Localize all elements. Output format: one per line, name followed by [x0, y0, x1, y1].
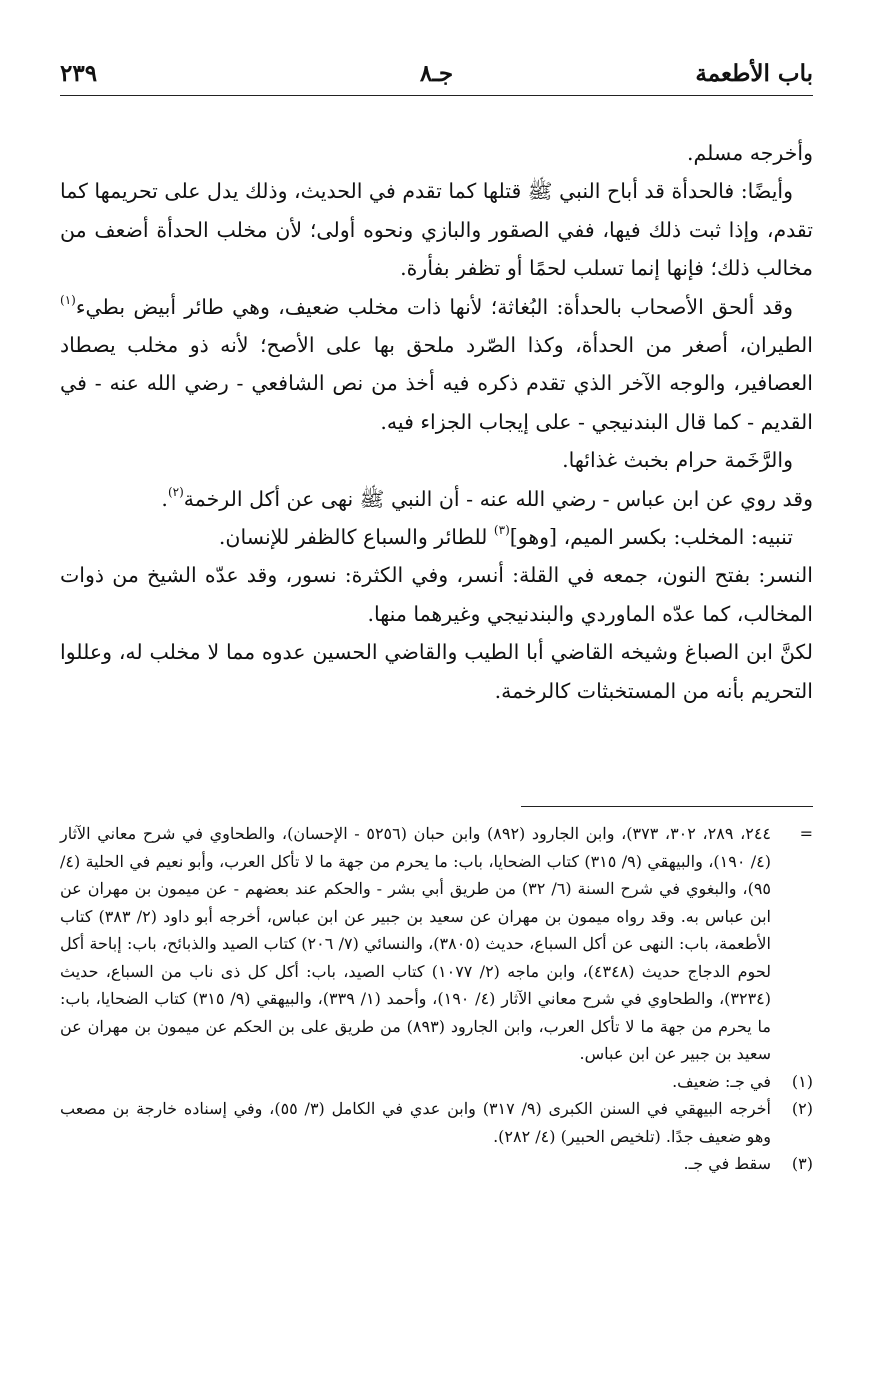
paragraph-text: للطائر والسباع كالظفر للإنسان. — [218, 525, 494, 550]
footnote-ref[interactable]: (١) — [60, 292, 76, 307]
paragraph — [60, 518, 813, 556]
volume-label: جـ٨ — [419, 60, 454, 87]
footnotes — [60, 820, 813, 1178]
paragraph — [60, 288, 813, 442]
footnote-text: ٢٤٤، ٢٨٩، ٣٠٢، ٣٧٣)، وابن الجارود (٨٩٢) وابن حبان (٥٢٥٦ - الإحسان)، والطحاوي في شرح معاني الآثار (٤/ ١٩٠)، والبيهقي (٩/ ٣١٥) كتاب الضحايا، باب: ما يحرم من جهة ما لا تأكل العرب، وأبو نعيم في الحلية (٤/ ٩٥)، والبغوي في شرح السنة (٦/ ٣٢) من طريق أبي بشر - والحكم عند بعضهم - عن ميمون بن مهران عن ابن عباس به. وقد رواه ميمون بن مهران عن سعيد بن جبير عن ابن عباس، أخرجه أبو داود (٢/ ٣٨٣) كتاب الأطعمة، باب: النهى عن أكل السباع، حديث (٣٨٠٥)، والنسائي (٧/ ٢٠٦) كتاب الصيد والذبائح، باب: إباحة أكل لحوم الدجاج حديث (٤٣٤٨)، وابن ماجه (٢/ ١٠٧٧) كتاب الصيد، باب: أكل كل ذى ناب من السباع، حديث (٣٢٣٤)، والطحاوي في شرح معاني الآثار (٤/ ١٩٠)، وأحمد (١/ ٣٣٩)، والبيهقي (٩/ ٣١٥) كتاب الضحايا، باب: ما يحرم من جهة ما لا تأكل العرب، وابن الجارود (٨٩٣) من طريق على بن الحكم عن ميمون بن مهران عن سعيد بن جبير عن ابن عباس. — [60, 824, 772, 1063]
footnote-number: (١) — [791, 1071, 813, 1091]
paragraph: وأخرجه مسلم. — [687, 141, 813, 165]
chapter-title: باب الأطعمة — [695, 60, 813, 87]
footnote-ref[interactable]: (٢) — [167, 484, 184, 499]
paragraph: وأيضًا: فالحدأة قد أباح النبي ﷺ قتلها كما تقدم في الحديث، وذلك يدل على تحريمها كما تقدم، وإذا ثبت ذلك فيها، ففي الصقور والبازي ونحوه أولى؛ لأن مخلب الحدأة أضعف من مخالب ذلك؛ فإنها إنما تسلب لحمًا أو تظفر بفأرة. — [60, 179, 813, 281]
paragraph: النسر: بفتح النون، جمعه في القلة: أنسر، وفي الكثرة: نسور، وقد عدّه الشيخ من ذوات المخالب، كما عدّه الماوردي والبندنيجي وغيرهما منها. — [60, 563, 813, 626]
paragraph-text: وقد ألحق الأصحاب بالحدأة: البُغاثة؛ لأنها ذات مخلب ضعيف، وهي طائر أبيض بطيء — [75, 294, 793, 319]
paragraph: والرَّخَمة حرام بخبث غذائها. — [562, 448, 793, 473]
paragraph-text: . — [161, 486, 168, 511]
footnote-text: أخرجه البيهقي في السنن الكبرى (٩/ ٣١٧) وابن عدي في الكامل (٣/ ٥٥)، وفي إسناده خارجة بن مصعب وهو ضعيف جدًا. (تلخيص الحبير) (٤/ ٢٨٢). — [60, 1099, 772, 1146]
main-text — [60, 134, 813, 710]
page-number: ٢٣٩ — [60, 60, 98, 87]
paragraph-text: الطيران، أصغر من الحدأة، وكذا الصّرد ملحق بها على الأصح؛ لأنه ذو مخلب يصطاد العصافير، والوجه الآخر الذي تقدم ذكره فيه أخذ من نص الشافعي - رضي الله عنه - في القديم - كما قال البندنيجي - على إيجاب الجزاء فيه. — [60, 333, 813, 434]
paragraph-text: تنبيه: المخلب: بكسر الميم، [وهو] — [509, 525, 793, 550]
footnote-text: سقط في جـ. — [683, 1154, 771, 1173]
continuation-marker: = — [799, 824, 813, 843]
footnote-number: (٣) — [791, 1154, 813, 1173]
paragraph-text: وقد روي عن ابن عباس - رضي الله عنه - أن النبي ﷺ نهى عن أكل الرخمة — [183, 486, 813, 511]
footnote-item — [60, 1095, 813, 1150]
footnote-number: (٢) — [791, 1099, 813, 1118]
running-header — [60, 56, 813, 96]
footnote-continuation — [60, 820, 813, 1068]
footnote-item — [60, 1068, 813, 1096]
paragraph — [60, 480, 813, 518]
paragraph: لكنَّ ابن الصباغ وشيخه القاضي أبا الطيب والقاضي الحسين عدوه مما لا مخلب له، وعللوا التحريم بأنه من المستخبثات كالرخمة. — [60, 640, 813, 703]
footnote-ref[interactable]: (٣) — [493, 523, 510, 538]
header-rule — [60, 95, 813, 96]
footnote-separator — [521, 806, 813, 807]
footnote-text: في جـ: ضعيف. — [672, 1071, 771, 1091]
footnote-item — [60, 1150, 813, 1178]
